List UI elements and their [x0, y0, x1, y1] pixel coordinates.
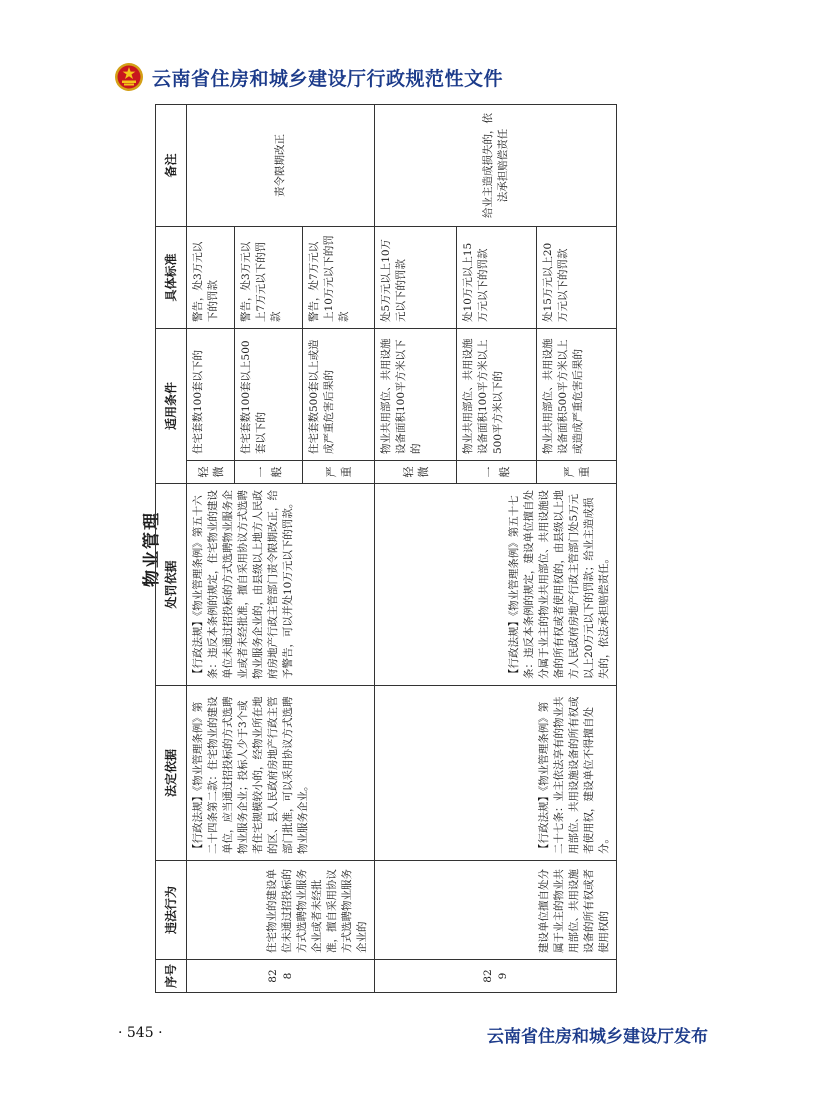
penalty-standard: 处10万元以上15万元以下的罚款 [457, 226, 537, 328]
col-header-remark: 备注 [156, 104, 187, 226]
legal-basis: 【行政法规】《物业管理条例》第二十四条第二款：住宅物业的建设单位，应当通过招投标的方式选聘物业服务企业；投标人少于3个或者住宅规模较小的，经物业所在地的区、县人民政府房地产行政主管部门批准，可以采用协议方式选聘物业服务企业。 [187, 686, 375, 861]
penalty-standard: 警告，处7万元以上10万元以下的罚款 [303, 226, 375, 328]
penalty-standard: 警告，处3万元以下的罚款 [187, 226, 235, 328]
row-number: 828 [187, 960, 375, 993]
table-row [187, 104, 235, 992]
applicable-condition: 住宅套数500套以上或造成严重危害后果的 [303, 328, 375, 460]
page-header [114, 60, 503, 94]
publisher-footer: 云南省住房和城乡建设厅发布 [487, 1027, 708, 1047]
col-header-standard: 具体标准 [156, 226, 187, 328]
legal-basis: 【行政法规】《物业管理条例》第二十七条：业主依法享有的物业共用部位、共用设施设备的所有权或者使用权，建设单位不得擅自处分。 [375, 686, 617, 861]
applicable-condition: 物业共用部位、共用设施设备面积100平方米以上500平方米以下的 [457, 328, 537, 460]
severity-level: 轻微 [187, 461, 235, 484]
remark: 责令限期改正 [187, 104, 375, 226]
national-emblem-icon [114, 62, 144, 92]
severity-level: 严重 [303, 461, 375, 484]
applicable-condition: 物业共用部位、共用设施设备面积500平方米以上或造成严重危害后果的 [537, 328, 617, 460]
table-row [375, 104, 457, 992]
severity-level: 轻微 [375, 461, 457, 484]
document-series-title: 云南省住房和城乡建设厅行政规范性文件 [152, 67, 504, 90]
severity-level: 严重 [537, 461, 617, 484]
severity-level: 一般 [235, 461, 303, 484]
penalty-standard: 处5万元以上10万元以下的罚款 [375, 226, 457, 328]
page-number: · 545 · [118, 1025, 163, 1041]
penalty-standard: 警告，处3万元以上7万元以下的罚款 [235, 226, 303, 328]
severity-level: 一般 [457, 461, 537, 484]
col-header-no: 序号 [156, 960, 187, 993]
penalty-basis: 【行政法规】《物业管理条例》第五十六条：违反本条例的规定，住宅物业的建设单位未通过招投标的方式选聘物业服务企业或者未经批准，擅自采用协议方式选聘物业服务企业的，由县级以上地方人民政府房地产行政主管部门责令限期改正，给予警告，可以并处10万元以下的罚款。 [187, 484, 375, 686]
col-header-conditions: 适用条件 [156, 328, 187, 483]
col-header-act: 违法行为 [156, 861, 187, 960]
applicable-condition: 住宅套数100套以上500套以下的 [235, 328, 303, 460]
col-header-penalty-basis: 处罚依据 [156, 484, 187, 686]
applicable-condition: 住宅套数100套以下的 [187, 328, 235, 460]
penalty-table [155, 104, 617, 993]
violation-act: 住宅物业的建设单位未通过招投标的方式选聘物业服务企业或者未经批准，擅自采用协议方式选聘物业服务企业的 [187, 861, 375, 960]
table-header-row [156, 104, 187, 992]
section-title: 物业管理 [142, 511, 162, 587]
rotated-table-area [141, 105, 615, 993]
row-number: 829 [375, 960, 617, 993]
violation-act: 建设单位擅自处分属于业主的物业共用部位、共用设施设备的所有权或者使用权的 [375, 861, 617, 960]
penalty-basis: 【行政法规】《物业管理条例》第五十七条：违反本条例的规定，建设单位擅自处分属于业主的物业共用部位、共用设施设备的所有权或者使用权的，由县级以上地方人民政府房地产行政主管部门处5万元以上20万元以下的罚款；给业主造成损失的，依法承担赔偿责任。 [375, 484, 617, 686]
applicable-condition: 物业共用部位、共用设施设备面积100平方米以下的 [375, 328, 457, 460]
penalty-standard: 处15万元以上20万元以下的罚款 [537, 226, 617, 328]
remark: 给业主造成损失的，依法承担赔偿责任 [375, 104, 617, 226]
col-header-legal-basis: 法定依据 [156, 686, 187, 861]
